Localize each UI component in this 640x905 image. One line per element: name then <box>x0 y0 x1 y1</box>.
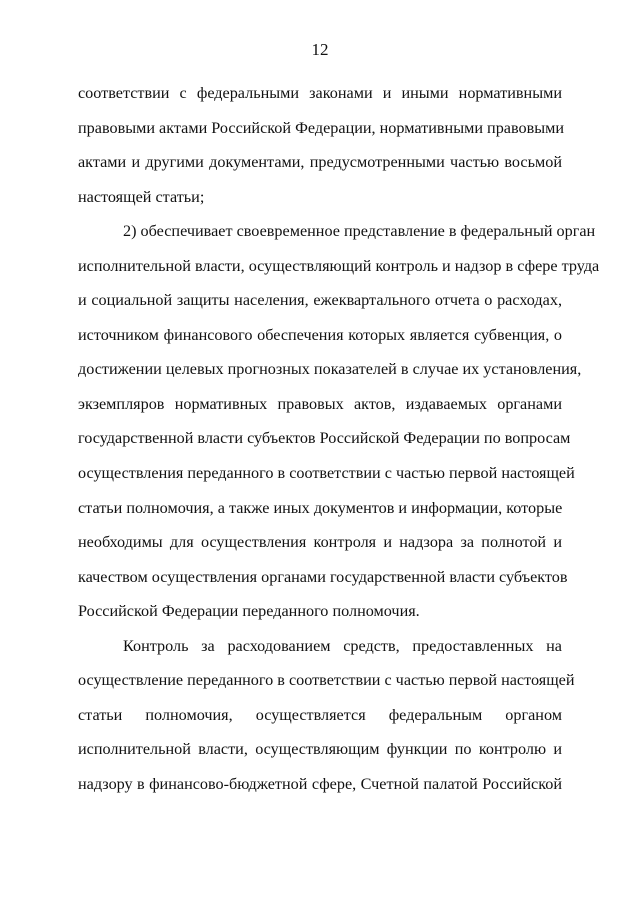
text-line: исполнительной власти, осуществляющим функции по контролю и <box>78 740 562 759</box>
text-line: статьи полномочия, осуществляется федеральным органом <box>78 705 562 724</box>
paragraph-item-2 <box>78 214 600 629</box>
paragraph-control <box>78 629 575 802</box>
text-line: качеством осуществления органами государственной власти субъектов <box>78 567 568 586</box>
text-line: необходимы для осуществления контроля и надзора за полнотой и <box>78 533 562 552</box>
text-line: экземпляров нормативных правовых актов, издаваемых органами <box>78 394 562 413</box>
text-line: статьи полномочия, а также иных документов и информации, которые <box>78 498 563 517</box>
page-number: 12 <box>311 40 329 59</box>
text-line: достижении целевых прогнозных показателей в случае их установления, <box>78 360 582 379</box>
text-line: Контроль за расходованием средств, предоставленных на <box>123 636 562 655</box>
text-line: настоящей статьи; <box>78 187 205 206</box>
text-line: источником финансового обеспечения которых является субвенция, о <box>78 325 562 344</box>
text-line: надзору в финансово-бюджетной сфере, Счетной палатой Российской <box>78 774 562 793</box>
text-line: государственной власти субъектов Российской Федерации по вопросам <box>78 429 571 448</box>
text-line: исполнительной власти, осуществляющий контроль и надзор в сфере труда <box>78 256 600 275</box>
text-line: актами и другими документами, предусмотренными частью восьмой <box>78 153 562 172</box>
text-line: и социальной защиты населения, ежеквартального отчета о расходах, <box>78 291 562 310</box>
text-line: осуществления переданного в соответствии с частью первой настоящей <box>78 464 575 483</box>
text-line: правовыми актами Российской Федерации, нормативными правовыми <box>78 118 565 137</box>
text-line: 2) обеспечивает своевременное представление в федеральный орган <box>123 222 596 241</box>
document-body <box>78 76 600 801</box>
paragraph-continuation <box>78 76 565 214</box>
text-line: соответствии с федеральными законами и иными нормативными <box>78 84 562 102</box>
text-line: Российской Федерации переданного полномочия. <box>78 602 420 621</box>
text-line: осуществление переданного в соответствии с частью первой настоящей <box>78 671 575 690</box>
